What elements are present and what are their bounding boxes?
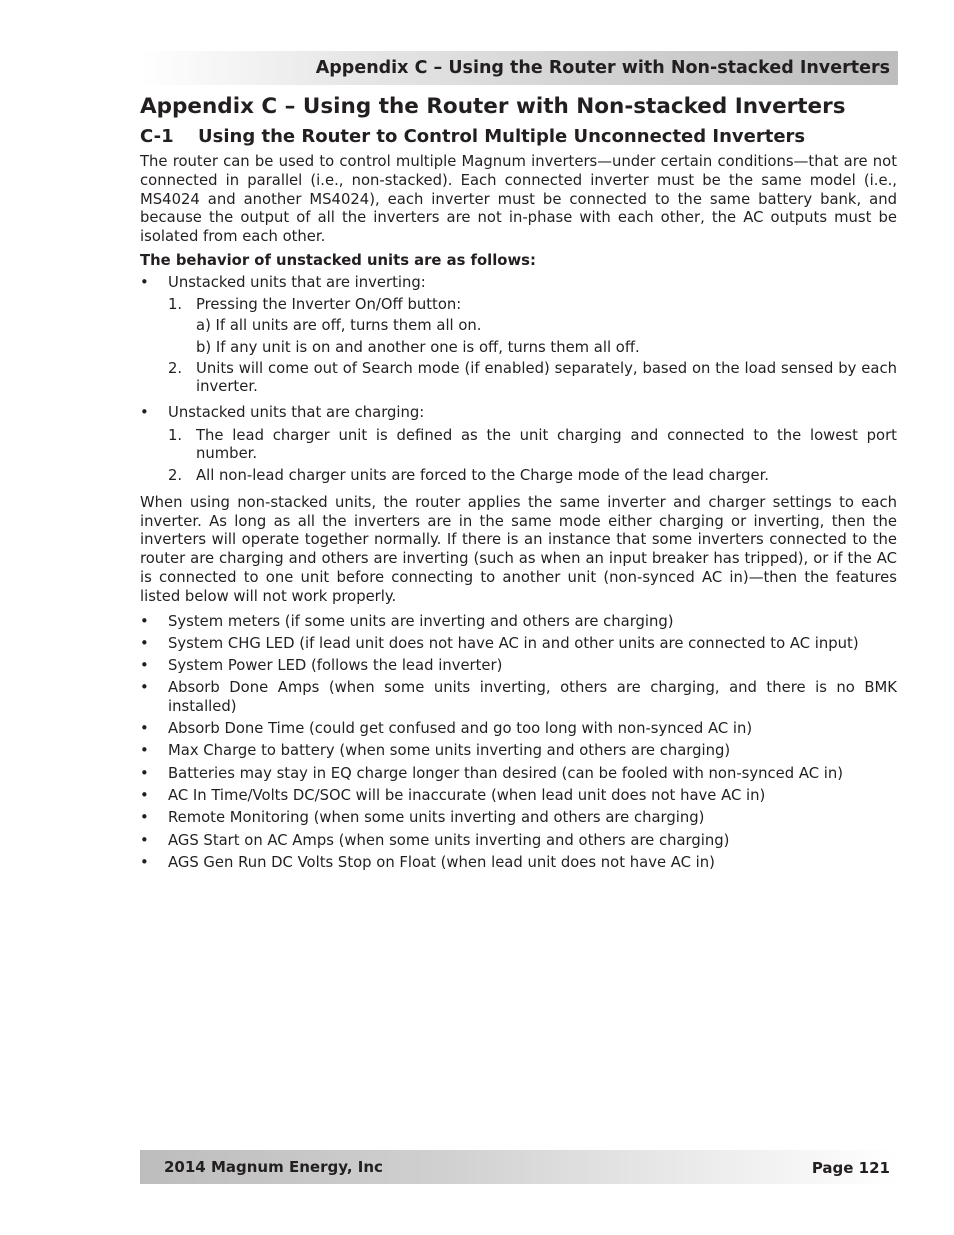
list-item: • Max Charge to battery (when some units inverting and others are charging)	[140, 742, 731, 760]
page-title: Appendix C – Using the Router with Non-stacked Inverters	[140, 94, 846, 119]
list-item: • System CHG LED (if lead unit does not have AC in and other units are connected to AC input)	[140, 634, 859, 652]
charging-item-2: 2. All non-lead charger units are forced to the Charge mode of the lead charger.	[168, 467, 770, 485]
running-header	[140, 51, 898, 85]
list-item: • AC In Time/Volts DC/SOC will be inaccurate (when lead unit does not have AC in)	[140, 786, 766, 804]
feature-list	[140, 613, 897, 873]
page-content	[140, 93, 897, 876]
inverting-item-1: 1. Pressing the Inverter On/Off button:	[168, 296, 462, 314]
footer-copyright: 2014 Magnum Energy, Inc	[164, 1158, 383, 1176]
list-item-charging: • Unstacked units that are charging:	[140, 403, 425, 421]
list-item: • Batteries may stay in EQ charge longer than desired (can be fooled with non-synced AC in)	[140, 764, 844, 782]
list-item: • Remote Monitoring (when some units inverting and others are charging)	[140, 809, 705, 827]
list-item: • Absorb Done Amps (when some units inverting, others are charging, and there is no BMK installed)	[140, 679, 897, 715]
section-heading	[140, 124, 897, 149]
running-header-title: Appendix C – Using the Router with Non-stacked Inverters	[315, 58, 890, 78]
inverting-item-1a: a) If all units are off, turns them all on.	[196, 317, 482, 335]
list-item: • System Power LED (follows the lead inverter)	[140, 657, 503, 675]
list-item: • System meters (if some units are inverting and others are charging)	[140, 612, 674, 630]
section-title: Using the Router to Control Multiple Unconnected Inverters	[198, 126, 806, 147]
inverting-item-2: 2. Units will come out of Search mode (if enabled) separately, based on the load sensed by each inverter.	[168, 359, 897, 396]
list-item-inverting: • Unstacked units that are inverting:	[140, 273, 426, 291]
list-item: • AGS Gen Run DC Volts Stop on Float (when lead unit does not have AC in)	[140, 853, 715, 871]
inverting-item-1b: b) If any unit is on and another one is off, turns them all off.	[196, 338, 640, 356]
section-number: C-1	[140, 126, 174, 147]
intro-paragraph: The router can be used to control multiple Magnum inverters—under certain conditions—that are not connected in parallel (i.e., non-stacked). Each connected inverter must be the same model (i.e., MS4024 and another MS4024), each inverter must be connected to the same battery bank, and because the output of all the inverters are not in-phase with each other, the AC outputs must be isolated from each other.	[140, 153, 897, 246]
list-item: • Absorb Done Time (could get confused and go too long with non-synced AC in)	[140, 720, 753, 738]
behavior-heading: The behavior of unstacked units are as follows:	[140, 251, 536, 269]
page-number: Page 121	[811, 1159, 890, 1177]
list-item: • AGS Start on AC Amps (when some units inverting and others are charging)	[140, 831, 730, 849]
page-footer	[140, 1150, 898, 1184]
body-paragraph: When using non-stacked units, the router applies the same inverter and charger settings to each inverter. As long as all the inverters are in the same mode either charging or inverting, then the inverters will operate together normally. If there is an instance that some inverters connected to the router are charging and others are inverting (such as when an input breaker has tripped), or if the AC is connected to one unit before connecting to another unit (non-synced AC in)—then the features listed below will not work properly.	[140, 493, 897, 605]
charging-item-1: 1. The lead charger unit is defined as the unit charging and connected to the lowest port number.	[168, 426, 897, 463]
